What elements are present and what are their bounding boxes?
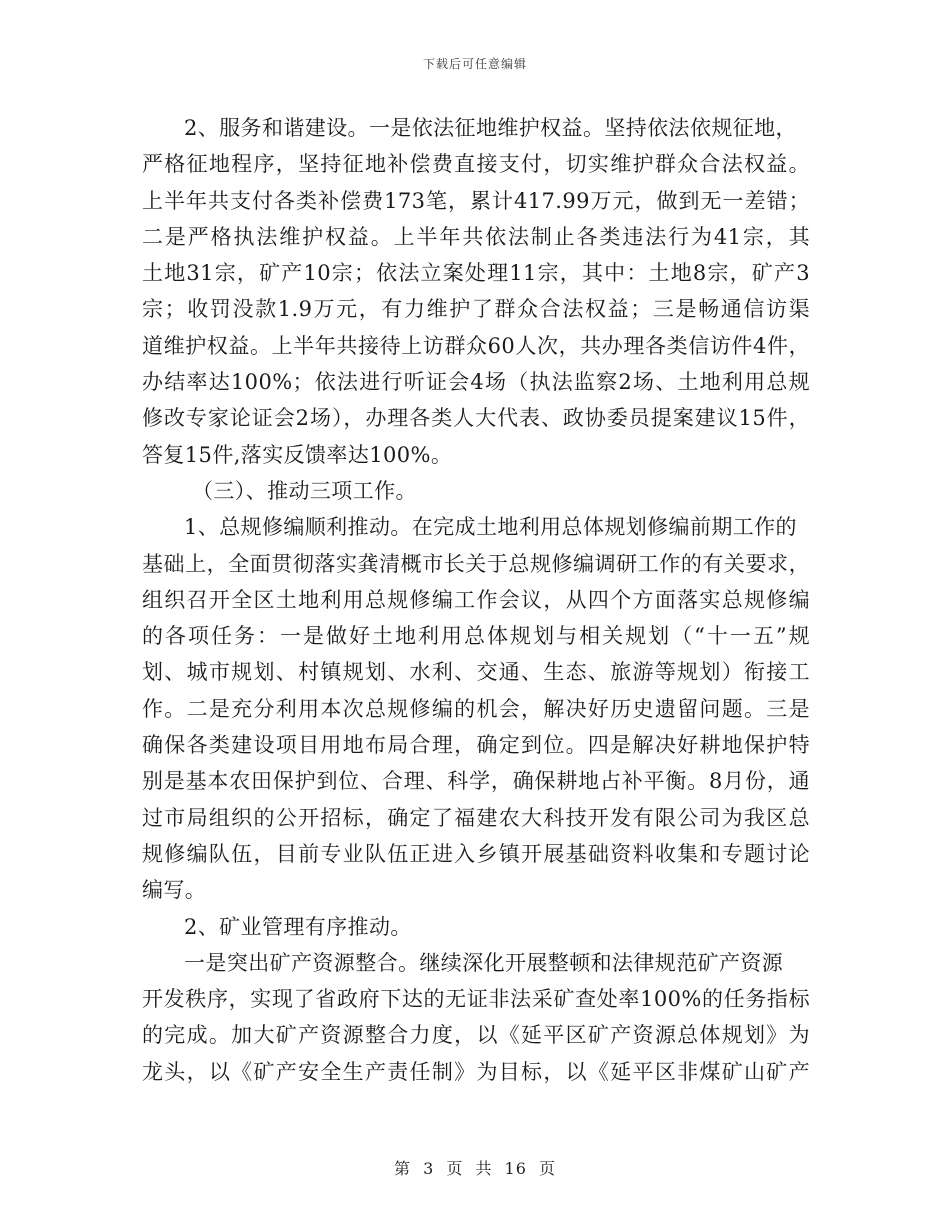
paragraph-line: 修改专家论证会2场），办理各类人大代表、政协委员提案建议15件， <box>142 406 810 431</box>
paragraph-line: 严格征地程序，坚持征地补偿费直接支付，切实维护群众合法权益。 <box>142 152 810 177</box>
sub-heading: 2、矿业管理有序推动。 <box>184 914 412 939</box>
paragraph-line: 二是严格执法维护权益。上半年共依法制止各类违法行为41宗，其 <box>142 224 810 249</box>
paragraph-line: 开发秩序，实现了省政府下达的无证非法采矿查处率100%的任务指标 <box>142 987 810 1012</box>
paragraph-line: 宗；收罚没款1.9万元，有力维护了群众合法权益；三是畅通信访渠 <box>142 297 810 322</box>
paragraph-line: 编写。 <box>142 878 207 903</box>
paragraph-line: 基础上，全面贯彻落实龚清概市长关于总规修编调研工作的有关要求， <box>142 551 810 576</box>
paragraph-line: 作。二是充分利用本次总规修编的机会，解决好历史遗留问题。三是 <box>142 696 810 721</box>
paragraph-line: 过市局组织的公开招标，确定了福建农大科技开发有限公司为我区总 <box>142 805 810 830</box>
section-heading: （三）、推动三项工作。 <box>192 478 417 503</box>
paragraph-line: 确保各类建设项目用地布局合理，确定到位。四是解决好耕地保护特 <box>142 733 810 758</box>
paragraph-line: 的各项任务：一是做好土地利用总体规划与相关规划（“十一五”规 <box>142 624 810 649</box>
page-number-footer: 第 3 页 共 16 页 <box>394 1159 556 1178</box>
paragraph-line: 答复15件,落实反馈率达100%。 <box>142 442 453 467</box>
paragraph-line: 道维护权益。上半年共接待上访群众60人次，共办理各类信访件4件， <box>142 333 810 358</box>
paragraph-line: 龙头，以《矿产安全生产责任制》为目标，以《延平区非煤矿山矿产 <box>142 1059 810 1084</box>
paragraph-line: 一是突出矿产资源整合。继续深化开展整顿和法律规范矿产资源 <box>184 950 784 975</box>
paragraph-line: 规修编队伍，目前专业队伍正进入乡镇开展基础资料收集和专题讨论 <box>142 841 810 866</box>
paragraph-line: 2、服务和谐建设。一是依法征地维护权益。坚持依法依规征地， <box>184 116 797 140</box>
paragraph-line: 划、城市规划、村镇规划、水利、交通、生态、旅游等规划）衔接工 <box>142 660 810 685</box>
paragraph-line: 办结率达100%；依法进行听证会4场（执法监察2场、土地利用总规 <box>142 370 810 395</box>
paragraph-line: 土地31宗，矿产10宗；依法立案处理11宗，其中：土地8宗，矿产3 <box>142 261 810 286</box>
paragraph-line: 别是基本农田保护到位、合理、科学，确保耕地占补平衡。8月份，通 <box>142 769 810 794</box>
document-body <box>142 110 810 1090</box>
paragraph-line: 上半年共支付各类补偿费173笔，累计417.99万元，做到无一差错； <box>142 188 810 213</box>
paragraph-line: 组织召开全区土地利用总规修编工作会议，从四个方面落实总规修编 <box>142 587 810 612</box>
paragraph-line: 的完成。加大矿产资源整合力度，以《延平区矿产资源总体规划》为 <box>142 1023 810 1048</box>
page-header: 下载后可任意编辑 <box>422 57 527 71</box>
paragraph-line: 1、总规修编顺利推动。在完成土地利用总体规划修编前期工作的 <box>184 515 797 540</box>
